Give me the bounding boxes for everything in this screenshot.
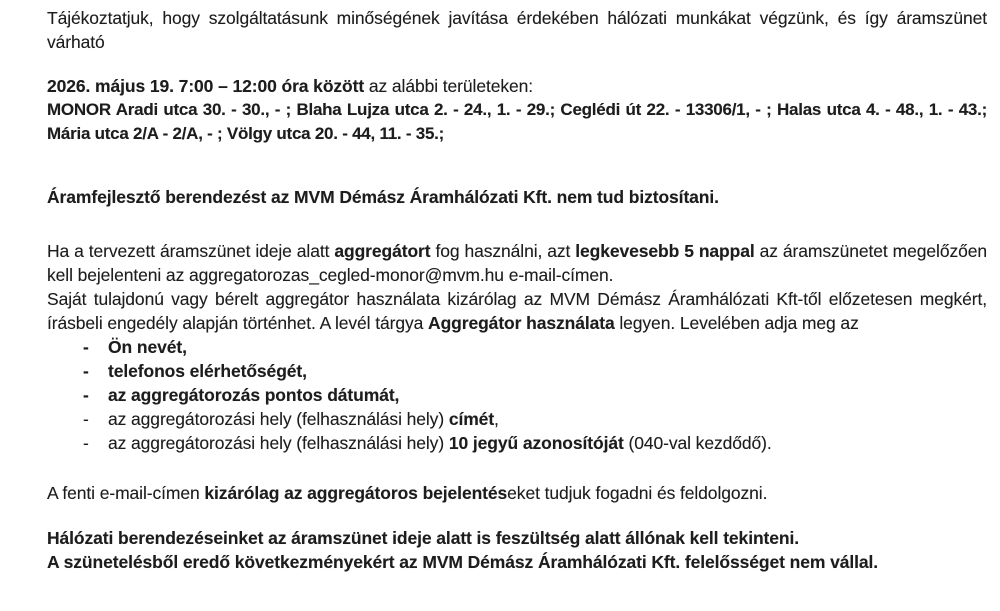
permission-text: legyen. Levelében adja meg az bbox=[614, 313, 859, 333]
email-only-paragraph bbox=[47, 481, 987, 505]
closing-line-liability: A szünetelésből eredő következményekért az MVM Démász Áramhálózati Kft. felelősséget nem vállal. bbox=[47, 552, 879, 572]
list-item-text bbox=[108, 407, 499, 431]
generator-text: az áramszünetet megelőzően kell bejelenteni az bbox=[47, 241, 988, 285]
required-info-list bbox=[47, 335, 987, 455]
dash-bullet: - bbox=[83, 433, 89, 453]
closing-line-voltage: Hálózati berendezéseinket az áramszünet ideje alatt is feszültség alatt állónak kell tekinteni. bbox=[47, 528, 800, 548]
generator-instructions-paragraph bbox=[47, 239, 987, 287]
item-text: az aggregátorozási hely (felhasználási hely) bbox=[108, 433, 449, 453]
dash-bullet: - bbox=[83, 409, 89, 429]
list-item-text bbox=[108, 359, 307, 383]
deadline-keyword: legkevesebb 5 nappal bbox=[575, 241, 755, 261]
permission-paragraph bbox=[47, 287, 987, 335]
dash-bullet: - bbox=[83, 361, 89, 381]
outage-period: 2026. május 19. 7:00 – 12:00 óra között bbox=[47, 76, 365, 96]
permission-text: Saját tulajdonú vagy bérelt aggregátor használata kizárólag az MVM Démász Áramhálózati Kft-től előzetesen megkért, írásbeli engedély alapján történhet. A levél tárgya bbox=[47, 289, 987, 333]
email-only-text: A fenti e-mail-címen bbox=[47, 483, 205, 503]
generator-text: Ha a tervezett áramszünet ideje alatt bbox=[47, 241, 335, 261]
dash-bullet: - bbox=[83, 385, 89, 405]
closing-block bbox=[47, 526, 987, 574]
list-item-identifier bbox=[47, 431, 987, 455]
outage-period-line bbox=[47, 74, 987, 98]
list-item-text bbox=[108, 383, 399, 407]
item-text: az aggregátorozási hely (felhasználási hely) bbox=[108, 409, 449, 429]
item-text: , bbox=[494, 409, 499, 429]
list-item-text bbox=[108, 431, 772, 455]
intro-paragraph: Tájékoztatjuk, hogy szolgáltatásunk minőségének javítása érdekében hálózati munkákat végzünk, és így áramszünet várható bbox=[47, 8, 987, 52]
generator-text: e-mail-címen. bbox=[503, 265, 614, 285]
email-subject-keyword: Aggregátor használata bbox=[428, 313, 615, 333]
item-bold-text: telefonos elérhetőségét, bbox=[108, 361, 307, 381]
no-generator-notice: Áramfejlesztő berendezést az MVM Démász Áramhálózati Kft. nem tud biztosítani. bbox=[47, 187, 719, 207]
contact-email: aggregatorozas_cegled-monor@mvm.hu bbox=[188, 265, 504, 285]
list-item-phone bbox=[47, 359, 987, 383]
item-bold-text: 10 jegyű azonosítóját bbox=[448, 433, 624, 453]
list-item-date bbox=[47, 383, 987, 407]
list-item-name bbox=[47, 335, 987, 359]
list-item-address bbox=[47, 407, 987, 431]
affected-areas: MONOR Aradi utca 30. - 30., - ; Blaha Lujza utca 2. - 24., 1. - 29.; Ceglédi út 22. - 13306/1, - ; Halas utca 4. - 48., 1. - 43.; Mária utca 2/A - 2/A, - ; Völgy utca 20. - 44, 11. - 35.; bbox=[47, 100, 987, 143]
email-only-keyword: kizárólag az aggregátoros bejelentés bbox=[204, 483, 508, 503]
item-bold-text: Ön nevét, bbox=[108, 337, 187, 357]
generator-text: fog használni, azt bbox=[430, 241, 576, 261]
generator-keyword: aggregátort bbox=[334, 241, 431, 261]
item-bold-text: az aggregátorozás pontos dátumát, bbox=[108, 385, 400, 405]
item-text: (040-val kezdődő). bbox=[623, 433, 772, 453]
schedule-block bbox=[47, 74, 987, 146]
item-bold-text: címét bbox=[448, 409, 495, 429]
dash-bullet: - bbox=[83, 337, 89, 357]
email-only-text: eket tudjuk fogadni és feldolgozni. bbox=[507, 483, 768, 503]
outage-period-suffix: az alábbi területeken: bbox=[364, 76, 534, 96]
list-item-text bbox=[108, 335, 187, 359]
